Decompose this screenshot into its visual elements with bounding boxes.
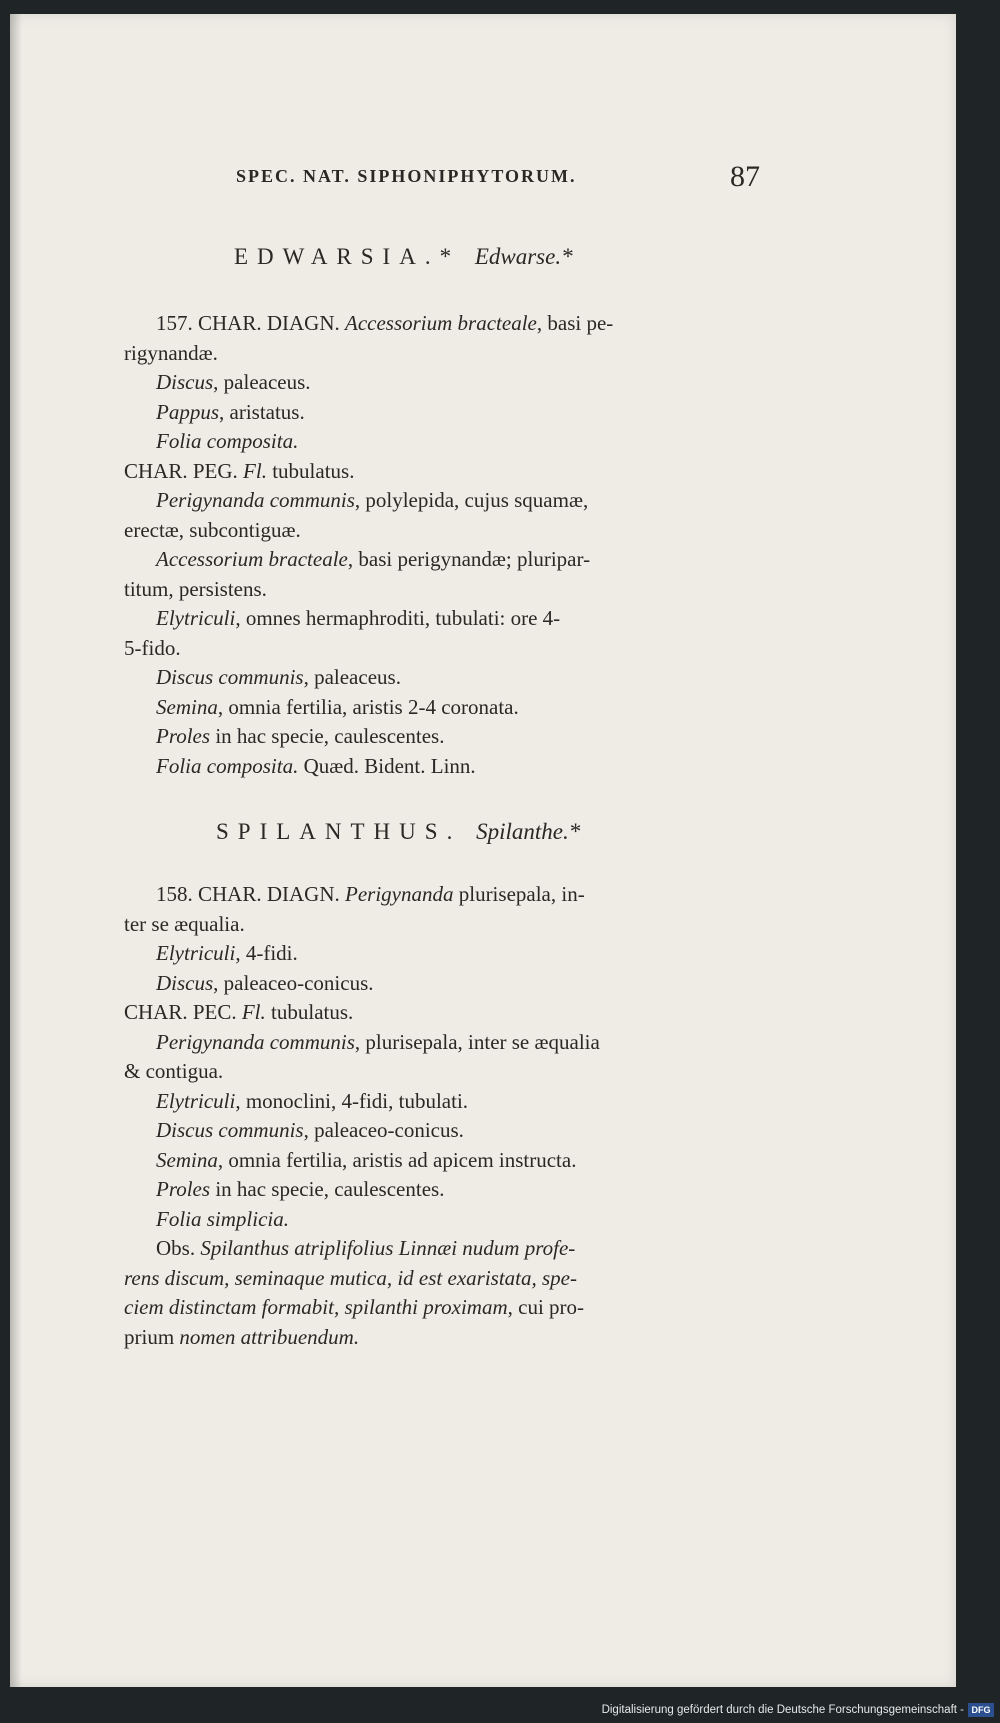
text-line: 157. CHAR. DIAGN. Accessorium bracteale, basi pe- bbox=[156, 311, 614, 335]
genus-heading-edwarsia bbox=[234, 244, 573, 270]
section-edwarsia-text bbox=[124, 309, 613, 781]
text-line: Discus, paleaceo-conicus. bbox=[156, 970, 374, 995]
text-line: prium nomen attribuendum. bbox=[124, 1324, 360, 1349]
text-line: Proles in hac specie, caulescentes. bbox=[156, 724, 445, 748]
text-line: ter se æqualia. bbox=[124, 911, 245, 936]
book-page bbox=[10, 14, 956, 1687]
page-number: 87 bbox=[730, 160, 760, 193]
text-line: & contigua. bbox=[124, 1059, 224, 1083]
text-line: CHAR. PEG. Fl. tubulatus. bbox=[124, 458, 355, 483]
text-line: 5-fido. bbox=[124, 635, 181, 660]
genus-name: EDWARSIA.* bbox=[234, 244, 461, 269]
text-line: Discus, paleaceus. bbox=[156, 370, 311, 394]
text-line: erectæ, subcontiguæ. bbox=[124, 517, 301, 542]
text-line: 158. CHAR. DIAGN. Perigynanda plurisepala, in- bbox=[156, 882, 585, 906]
genus-common-name: Edwarse.* bbox=[474, 244, 573, 269]
running-title: SPEC. NAT. SIPHONIPHYTORUM. bbox=[236, 166, 577, 186]
digitization-footer bbox=[0, 1687, 1000, 1723]
text-line: Elytriculi, omnes hermaphroditi, tubulati: ore 4- bbox=[156, 606, 561, 630]
text-line: CHAR. PEC. Fl. tubulatus. bbox=[124, 1000, 354, 1024]
text-line: Folia composita. bbox=[156, 429, 299, 453]
text-line: Folia composita. Quæd. Bident. Linn. bbox=[156, 753, 476, 778]
text-line: Proles in hac specie, caulescentes. bbox=[156, 1177, 445, 1201]
text-line: Discus communis, paleaceo-conicus. bbox=[156, 1118, 464, 1142]
section-spilanthus-text bbox=[124, 880, 600, 1352]
text-line: Obs. Spilanthus atriplifolius Linnæi nudum profe- bbox=[156, 1236, 576, 1260]
text-line: rigynandæ. bbox=[124, 340, 218, 365]
dfg-logo: DFG bbox=[968, 1703, 994, 1717]
text-line: rens discum, seminaque mutica, id est exaristata, spe- bbox=[124, 1265, 577, 1290]
text-line: Elytriculi, 4-fidi. bbox=[156, 941, 298, 965]
genus-name: SPILANTHUS. bbox=[216, 819, 462, 844]
text-line: Pappus, aristatus. bbox=[156, 399, 305, 424]
page-gutter-shadow bbox=[10, 14, 22, 1687]
text-line: Accessorium bracteale, basi perigynandæ; pluripar- bbox=[156, 547, 591, 571]
genus-common-name: Spilanthe.* bbox=[476, 819, 581, 844]
text-line: Semina, omnia fertilia, aristis 2-4 coronata. bbox=[156, 694, 519, 719]
text-line: Perigynanda communis, polylepida, cujus squamæ, bbox=[156, 488, 589, 512]
text-line: Folia simplicia. bbox=[156, 1206, 289, 1231]
text-line: Semina, omnia fertilia, aristis ad apicem instructa. bbox=[156, 1147, 577, 1172]
text-line: ciem distinctam formabit, spilanthi proximam, cui pro- bbox=[124, 1295, 585, 1319]
genus-heading-spilanthus bbox=[216, 819, 580, 845]
text-line: Discus communis, paleaceus. bbox=[156, 665, 401, 689]
text-line: titum, persistens. bbox=[124, 576, 267, 601]
text-line: Perigynanda communis, plurisepala, inter se æqualia bbox=[156, 1029, 600, 1054]
text-line: Elytriculi, monoclini, 4-fidi, tubulati. bbox=[156, 1088, 469, 1113]
digitization-credit: Digitalisierung gefördert durch die Deutsche Forschungsgemeinschaft - bbox=[601, 1704, 964, 1716]
